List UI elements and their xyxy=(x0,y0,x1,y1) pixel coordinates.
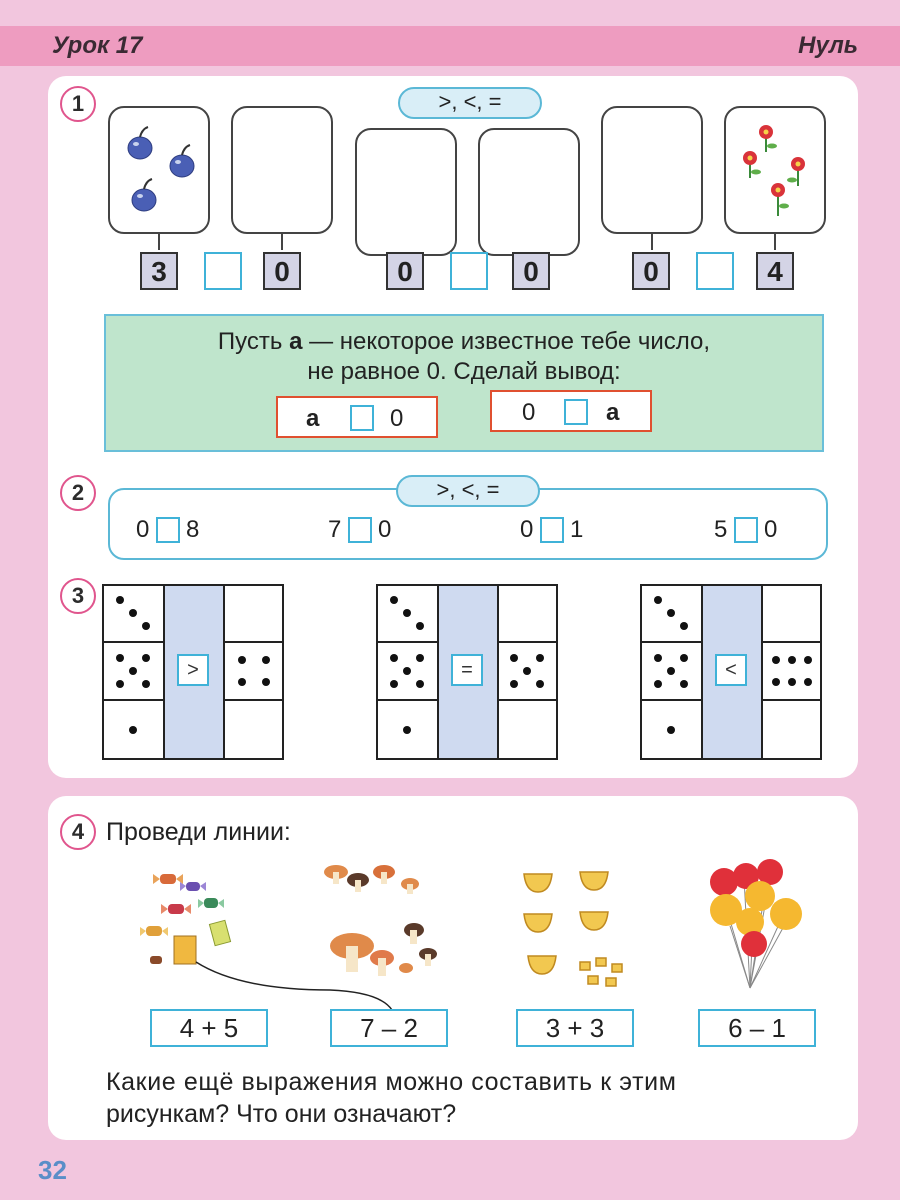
expression-box[interactable]: 4 + 5 xyxy=(150,1009,268,1047)
item-left: 0 xyxy=(520,516,534,543)
item-right: 0 xyxy=(378,516,392,543)
conclusion-text: — некоторое известное тебе число, xyxy=(302,328,711,355)
box-left: 0 xyxy=(522,399,536,426)
item-right: 0 xyxy=(764,516,778,543)
item-left: 0 xyxy=(136,516,150,543)
box-right: 0 xyxy=(390,405,404,432)
box-right: а xyxy=(606,399,620,426)
signs-pill-1: >, <, = xyxy=(398,87,542,119)
comparison-sign: > xyxy=(177,654,209,686)
box-left: а xyxy=(306,405,320,432)
signs-pill-2: >, <, = xyxy=(396,475,540,507)
item-right: 1 xyxy=(570,516,584,543)
conclusion-line-2: не равное 0. Сделай вывод: xyxy=(307,358,621,385)
topic-title: Нуль xyxy=(798,32,858,59)
number-box: 4 xyxy=(756,252,794,290)
lesson-title: Урок 17 xyxy=(52,32,143,59)
number-box: 0 xyxy=(386,252,424,290)
expression-box[interactable]: 6 – 1 xyxy=(698,1009,816,1047)
variable-a: а xyxy=(289,328,303,355)
item-right: 8 xyxy=(186,516,200,543)
comparison-sign: < xyxy=(715,654,747,686)
exercise-number-2: 2 xyxy=(60,475,96,511)
exercise-number-4: 4 xyxy=(60,814,96,850)
question-line-2: рисункам? Что они означают? xyxy=(106,1100,457,1128)
question-line-1: Какие ещё выражения можно составить к этим xyxy=(106,1068,677,1096)
item-left: 7 xyxy=(328,516,342,543)
expression-box[interactable]: 3 + 3 xyxy=(516,1009,634,1047)
page-number: 32 xyxy=(38,1155,67,1185)
conclusion-text: Пусть xyxy=(217,328,290,355)
exercise-4-instruction: Проведи линии: xyxy=(106,818,291,846)
number-box: 0 xyxy=(512,252,550,290)
number-box: 3 xyxy=(140,252,178,290)
number-box: 0 xyxy=(632,252,670,290)
item-left: 5 xyxy=(714,516,728,543)
exercise-number-1: 1 xyxy=(60,86,96,122)
exercise-number-3: 3 xyxy=(60,578,96,614)
comparison-sign: = xyxy=(451,654,483,686)
number-box: 0 xyxy=(263,252,301,290)
expression-box[interactable]: 7 – 2 xyxy=(330,1009,448,1047)
